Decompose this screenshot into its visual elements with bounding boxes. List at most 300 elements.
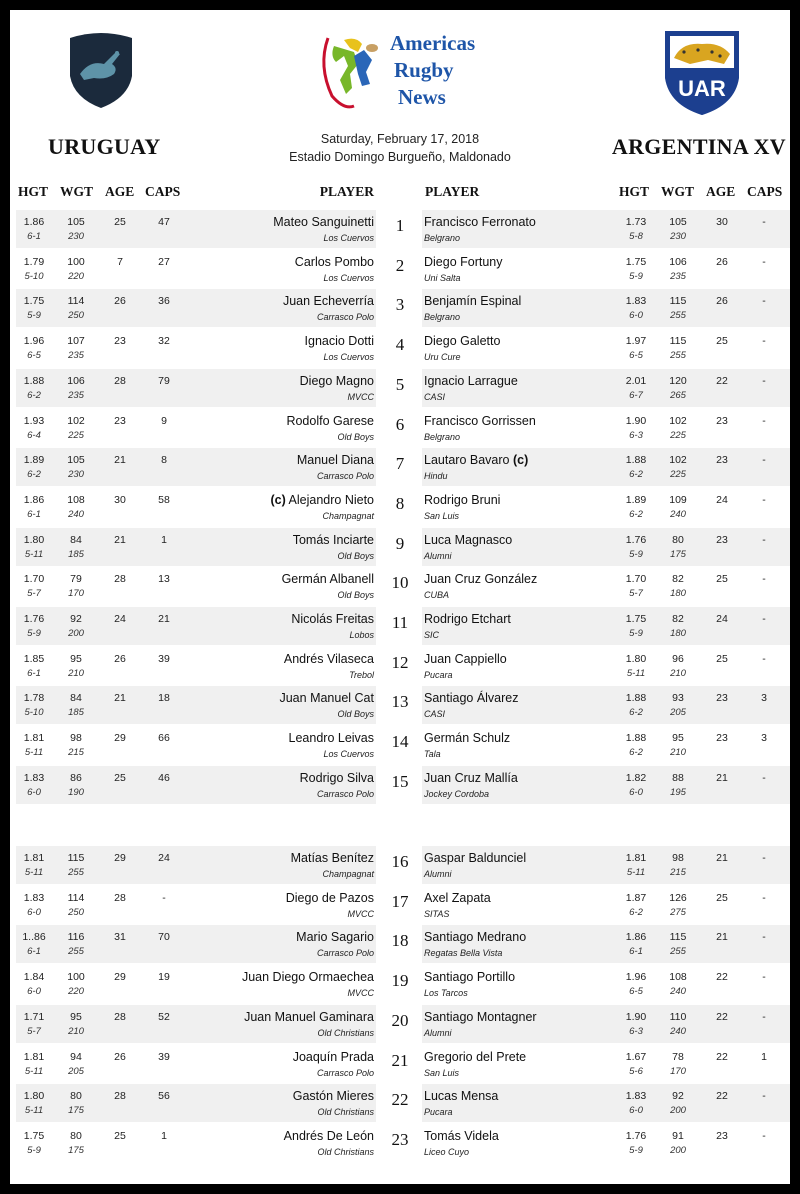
away-height-ft: 6-7 (629, 389, 643, 401)
away-height-m: 1.83 (625, 1090, 647, 1103)
home-age: 25 (114, 216, 126, 228)
jersey-number: 15 (391, 771, 409, 791)
home-height-m: 1.71 (23, 1010, 45, 1023)
home-height-ft: 5-10 (24, 270, 44, 282)
away-player-club: San Luis (424, 510, 460, 521)
table-row (10, 369, 790, 407)
away-weight-kg: 98 (672, 852, 684, 864)
home-caps: 13 (158, 573, 170, 586)
home-height-ft: 6-5 (27, 350, 41, 362)
away-player-name-text: Rodrigo Etchart (424, 612, 511, 626)
away-age: 22 (716, 971, 728, 984)
away-caps: - (762, 255, 766, 268)
away-age: 23 (716, 454, 728, 467)
away-player-name-text: Lucas Mensa (424, 1089, 499, 1104)
home-player-club: Los Cuervos (323, 233, 374, 243)
away-height-ft: 5-8 (629, 231, 643, 242)
home-weight-kg: 92 (70, 613, 82, 625)
home-player-name (300, 771, 374, 785)
home-age: 31 (114, 931, 126, 944)
away-player-name-text: Santiago Portillo (424, 970, 516, 985)
jersey-number: 17 (391, 891, 409, 911)
table-row (10, 1124, 790, 1162)
table-row (10, 567, 790, 605)
home-weight-lb: 215 (68, 747, 84, 759)
away-player-club: Jockey Cordoba (424, 788, 490, 799)
away-height-m: 1.97 (625, 335, 647, 348)
away-player-name (424, 1089, 498, 1103)
away-player-name (424, 1050, 526, 1064)
away-height-m: 1.90 (625, 414, 647, 427)
away-height-ft: 6-2 (629, 906, 643, 918)
away-height-m: 1.82 (625, 771, 647, 784)
home-player-club: Old Christians (317, 1107, 374, 1118)
away-player-name-text: Francisco Ferronato (424, 215, 536, 229)
home-player-name-text: Mario Sagario (296, 930, 374, 945)
home-player-name-text: Leandro Leivas (288, 731, 374, 746)
away-player-name (424, 970, 515, 984)
jersey-number: 6 (395, 414, 405, 434)
away-caps: 3 (761, 692, 767, 705)
home-height-m: 1.81 (23, 732, 45, 745)
away-height-ft: 5-11 (626, 867, 646, 878)
home-weight-kg: 100 (67, 971, 85, 984)
table-row (10, 965, 790, 1003)
home-weight-lb: 190 (68, 786, 84, 798)
away-weight-lb: 170 (670, 1065, 686, 1077)
table-row (10, 1084, 790, 1122)
away-age: 22 (716, 1090, 728, 1103)
home-height-ft: 6-0 (27, 906, 41, 918)
away-col-hgt: HGT (619, 184, 650, 199)
home-age: 28 (114, 891, 126, 904)
home-height-ft: 5-10 (24, 707, 44, 719)
away-player-name (424, 891, 491, 905)
away-player-name (424, 691, 519, 705)
home-player-name-text: Diego Magno (299, 373, 374, 388)
home-player-name (284, 652, 374, 666)
home-player-club: Carrasco Polo (316, 312, 374, 323)
home-height-m: 1.80 (23, 533, 45, 546)
home-player-name (270, 493, 374, 507)
away-weight-lb: 205 (670, 707, 686, 719)
home-height-ft: 5-7 (27, 588, 41, 600)
home-weight-kg: 105 (67, 216, 85, 228)
uar-badge-text: UAR (678, 76, 726, 101)
away-weight-lb: 200 (670, 1105, 686, 1117)
away-weight-lb: 255 (670, 946, 686, 958)
away-height-m: 1.67 (625, 1050, 647, 1063)
home-player-club: Carrasco Polo (316, 471, 374, 482)
home-weight-kg: 79 (70, 573, 82, 586)
home-caps: 32 (158, 335, 170, 348)
away-age: 21 (716, 931, 728, 944)
home-height-m: 1.81 (23, 1050, 45, 1063)
away-player-name (424, 215, 536, 229)
away-player-name (424, 930, 526, 944)
away-height-m: 1.75 (625, 255, 647, 268)
home-height-ft: 5-11 (24, 747, 44, 759)
away-weight-lb: 240 (670, 1025, 686, 1037)
home-age: 28 (114, 573, 126, 586)
away-player-club: Belgrano (424, 233, 461, 243)
home-player-club: Old Boys (337, 709, 374, 720)
home-player-name (291, 851, 374, 865)
home-weight-lb: 170 (68, 588, 84, 600)
home-weight-kg: 84 (70, 533, 82, 546)
home-player-club: Los Cuervos (323, 749, 374, 760)
away-caps: - (762, 414, 766, 427)
home-height-m: 1.76 (23, 613, 45, 625)
logo-line-1: Americas (390, 31, 476, 55)
away-weight-kg: 82 (672, 573, 684, 586)
away-height-ft: 5-6 (629, 1065, 643, 1077)
away-height-ft: 6-0 (629, 1105, 643, 1117)
away-player-name (424, 374, 518, 388)
away-weight-lb: 215 (670, 867, 686, 878)
home-weight-kg: 95 (70, 1010, 82, 1023)
home-height-ft: 5-7 (27, 1025, 41, 1037)
away-player-name-text: Ignacio Larrague (424, 373, 518, 388)
away-height-ft: 5-9 (629, 548, 643, 560)
home-height-m: 1.81 (23, 852, 45, 864)
away-weight-kg: 105 (669, 216, 687, 228)
home-weight-lb: 255 (68, 946, 84, 958)
home-player-club: Trebol (349, 669, 374, 680)
away-height-m: 1.80 (625, 652, 647, 665)
home-player-name (305, 334, 374, 348)
home-weight-lb: 250 (68, 906, 84, 918)
away-height-ft: 6-2 (629, 469, 643, 481)
away-weight-kg: 115 (669, 295, 687, 308)
home-player-club: Carrasco Polo (316, 1067, 374, 1078)
away-height-ft: 5-11 (626, 667, 646, 679)
away-height-ft: 6-5 (629, 350, 643, 362)
away-player-name-text: Juan Cruz González (424, 572, 538, 587)
away-caps: - (762, 652, 766, 665)
home-caps: 24 (158, 852, 170, 864)
home-height-m: 1.75 (23, 295, 45, 308)
home-player-name (273, 215, 374, 229)
home-weight-kg: 114 (67, 891, 85, 904)
home-height-m: 1.78 (23, 692, 45, 705)
match-info (10, 130, 790, 166)
home-age: 29 (114, 852, 126, 864)
away-caps: - (762, 971, 766, 984)
home-height-m: 1.83 (23, 771, 45, 784)
home-age: 24 (114, 613, 126, 625)
home-player-club: Old Christians (317, 1027, 374, 1038)
home-weight-kg: 108 (67, 493, 85, 506)
home-age: 28 (114, 1010, 126, 1023)
home-age: 28 (114, 1090, 126, 1103)
home-player-name (286, 891, 374, 905)
jersey-number: 18 (391, 931, 409, 951)
home-caps: 1 (161, 1129, 167, 1142)
home-caps: 56 (158, 1090, 170, 1103)
away-player-club: Los Tarcos (424, 988, 468, 999)
jersey-number: 21 (391, 1050, 409, 1070)
away-weight-kg: 102 (669, 414, 687, 427)
home-height-m: 1.79 (23, 255, 45, 268)
home-height-m: 1.86 (23, 216, 45, 228)
away-player-name (424, 572, 537, 586)
away-height-m: 1.83 (625, 295, 647, 308)
away-caps: - (762, 613, 766, 625)
away-height-m: 1.88 (625, 454, 647, 467)
home-weight-lb: 210 (68, 667, 84, 679)
away-player-club: Tala (424, 749, 441, 760)
away-caps: - (762, 891, 766, 904)
away-height-ft: 6-1 (629, 946, 643, 958)
away-caps: - (762, 852, 766, 864)
away-height-ft: 6-0 (629, 786, 643, 798)
home-player-club: Champagnat (322, 510, 374, 521)
home-weight-kg: 106 (67, 374, 85, 387)
away-weight-lb: 265 (670, 389, 686, 401)
jersey-number: 4 (395, 335, 405, 355)
away-player-club: San Luis (424, 1067, 460, 1078)
home-height-ft: 5-9 (27, 310, 41, 322)
home-col-caps: CAPS (145, 184, 181, 199)
jersey-number: 9 (395, 533, 405, 553)
jersey-number: 8 (395, 493, 405, 513)
away-age: 25 (716, 335, 728, 348)
home-age: 23 (114, 414, 126, 427)
table-row (10, 488, 790, 526)
home-age: 25 (114, 1129, 126, 1142)
away-caps: - (762, 771, 766, 784)
home-weight-lb: 220 (68, 986, 84, 998)
home-age: 21 (114, 692, 126, 705)
away-player-name (424, 771, 518, 785)
home-player-club: Old Boys (337, 590, 374, 601)
home-caps: 21 (158, 613, 170, 625)
away-weight-lb: 195 (670, 786, 686, 798)
home-height-ft: 6-4 (27, 429, 41, 441)
away-height-m: 1.70 (625, 573, 647, 586)
home-weight-kg: 105 (67, 454, 85, 467)
away-player-name (424, 414, 536, 428)
home-player-club: Old Boys (337, 550, 374, 561)
table-row (10, 1045, 790, 1083)
home-weight-kg: 107 (67, 335, 85, 348)
home-player-name-text: Juan Echeverría (282, 294, 374, 309)
home-weight-lb: 175 (68, 1105, 84, 1117)
home-age: 29 (114, 971, 126, 984)
table-row (10, 846, 790, 884)
home-age: 25 (114, 771, 126, 784)
home-player-name (244, 1010, 374, 1024)
home-col-wgt: WGT (60, 184, 94, 199)
away-player-club: Belgrano (424, 312, 461, 323)
home-weight-kg: 80 (70, 1129, 82, 1142)
home-player-club: Los Cuervos (323, 352, 374, 363)
home-player-name-text: Gastón Mieres (292, 1089, 374, 1104)
home-weight-lb: 220 (68, 270, 84, 282)
home-height-ft: 6-0 (27, 986, 41, 998)
home-player-name (284, 1129, 374, 1143)
home-height-m: 1.75 (23, 1129, 45, 1142)
home-player-name (283, 294, 374, 308)
home-height-m: 1.88 (23, 374, 45, 387)
home-player-name-text: Nicolás Freitas (291, 612, 374, 626)
home-caps: 27 (158, 255, 170, 268)
home-age: 21 (114, 533, 126, 546)
home-weight-lb: 225 (68, 429, 84, 441)
table-row (10, 686, 790, 724)
home-player-name-text: Rodolfo Garese (286, 413, 374, 428)
away-weight-kg: 78 (672, 1050, 684, 1063)
table-row (10, 647, 790, 685)
jersey-number: 13 (391, 692, 409, 712)
away-height-ft: 5-9 (629, 1144, 643, 1156)
table-row (10, 528, 790, 566)
home-player-name (297, 453, 374, 467)
away-weight-kg: 106 (669, 255, 687, 268)
away-caps: - (762, 573, 766, 586)
away-player-name (424, 851, 526, 865)
away-weight-lb: 200 (670, 1144, 686, 1156)
away-player-name-text: Gregorio del Prete (424, 1049, 527, 1064)
table-row (10, 726, 790, 764)
home-height-m: 1.70 (23, 573, 45, 586)
away-weight-kg: 126 (669, 891, 687, 904)
match-venue: Estadio Domingo Burgueño, Maldonado (289, 150, 511, 164)
home-caps: 9 (161, 414, 167, 427)
home-height-m: 1.84 (23, 971, 45, 984)
home-weight-lb: 185 (68, 707, 84, 719)
home-height-m: 1.80 (23, 1090, 45, 1103)
away-age: 23 (716, 692, 728, 705)
home-player-name (300, 374, 374, 388)
home-age: 26 (114, 295, 126, 308)
away-col-player: PLAYER (425, 184, 480, 199)
home-weight-lb: 230 (68, 469, 84, 481)
away-caps: - (762, 335, 766, 348)
away-height-m: 1.87 (625, 891, 647, 904)
jersey-number: 12 (391, 652, 409, 672)
away-col-wgt: WGT (661, 184, 695, 199)
home-height-ft: 5-11 (24, 1065, 44, 1077)
home-player-name-text: Carlos Pombo (294, 254, 374, 269)
home-weight-lb: 240 (68, 508, 84, 520)
away-player-name (424, 334, 500, 348)
away-height-m: 1.73 (625, 216, 647, 228)
home-weight-kg: 98 (70, 732, 82, 745)
table-row (10, 289, 790, 327)
away-team-name: ARGENTINA XV (611, 134, 786, 159)
home-weight-lb: 175 (68, 1144, 84, 1156)
home-height-m: 1.89 (23, 454, 45, 467)
away-caps: - (762, 493, 766, 506)
home-player-name-text: Joaquín Prada (292, 1049, 374, 1064)
away-player-club: Hindu (424, 471, 448, 482)
home-player-name-text: Diego de Pazos (285, 890, 374, 905)
away-player-name-text: Santiago Medrano (424, 930, 527, 945)
home-caps: 70 (158, 931, 170, 944)
home-player-name (295, 255, 374, 269)
jersey-number: 23 (391, 1129, 409, 1149)
home-player-club: Lobos (349, 630, 374, 640)
home-height-ft: 6-1 (27, 946, 41, 958)
uruguay-shield-icon (66, 30, 136, 110)
away-player-club: SITAS (424, 908, 450, 919)
away-height-m: 1.96 (625, 971, 647, 984)
home-height-m: 1.86 (23, 493, 45, 506)
jersey-number: 10 (391, 573, 409, 593)
home-age: 28 (114, 374, 126, 387)
home-weight-kg: 80 (70, 1090, 82, 1103)
away-caps: - (762, 295, 766, 308)
away-height-ft: 6-2 (629, 508, 643, 520)
captain-marker: (c) (512, 453, 529, 468)
home-height-ft: 5-11 (24, 867, 44, 878)
home-caps: 52 (158, 1010, 170, 1023)
home-player-name-text: Ignacio Dotti (304, 334, 374, 349)
home-height-ft: 6-2 (27, 389, 41, 401)
away-weight-kg: 109 (669, 493, 687, 506)
captain-marker: (c) (270, 492, 286, 507)
table-row (10, 925, 790, 963)
away-weight-kg: 92 (672, 1090, 684, 1103)
home-player-club: Old Boys (337, 431, 374, 442)
away-weight-lb: 180 (670, 628, 686, 639)
home-player-club: MVCC (347, 908, 374, 919)
away-weight-lb: 255 (670, 350, 686, 362)
away-weight-lb: 225 (670, 469, 686, 481)
home-caps: 58 (158, 493, 170, 506)
away-weight-kg: 108 (669, 971, 687, 984)
home-player-name (293, 533, 374, 547)
home-height-m: 1.83 (23, 891, 45, 904)
home-caps: 19 (158, 971, 170, 984)
away-player-club: Pucara (424, 669, 453, 680)
away-weight-kg: 110 (669, 1010, 687, 1023)
home-weight-kg: 102 (67, 414, 85, 427)
away-caps: - (762, 374, 766, 387)
away-weight-kg: 102 (669, 454, 687, 467)
home-height-ft: 5-9 (27, 628, 41, 639)
away-weight-kg: 115 (669, 335, 687, 348)
table-row (10, 329, 790, 367)
away-caps: - (762, 454, 766, 467)
away-age: 22 (716, 1010, 728, 1023)
away-player-club: CASI (424, 709, 446, 720)
away-age: 23 (716, 732, 728, 745)
away-height-m: 2.01 (625, 374, 647, 387)
home-caps: 47 (158, 216, 170, 228)
home-weight-kg: 100 (67, 255, 85, 268)
away-player-name (424, 453, 528, 467)
away-caps: - (762, 216, 766, 228)
away-caps: - (762, 1129, 766, 1142)
away-player-club: Uni Salta (424, 272, 461, 283)
home-col-hgt: HGT (18, 184, 49, 199)
home-col-age: AGE (105, 184, 135, 199)
away-player-name (424, 1010, 537, 1024)
home-weight-lb: 235 (68, 389, 84, 401)
away-weight-kg: 88 (672, 771, 684, 784)
home-height-ft: 6-2 (27, 469, 41, 481)
away-player-club: Belgrano (424, 431, 461, 442)
away-weight-lb: 175 (670, 548, 686, 560)
away-player-name-text: Diego Galetto (424, 334, 501, 349)
away-player-name (424, 731, 510, 745)
away-col-caps: CAPS (747, 184, 783, 199)
away-age: 25 (716, 573, 728, 586)
home-player-name-text: Germán Albanell (281, 572, 374, 587)
